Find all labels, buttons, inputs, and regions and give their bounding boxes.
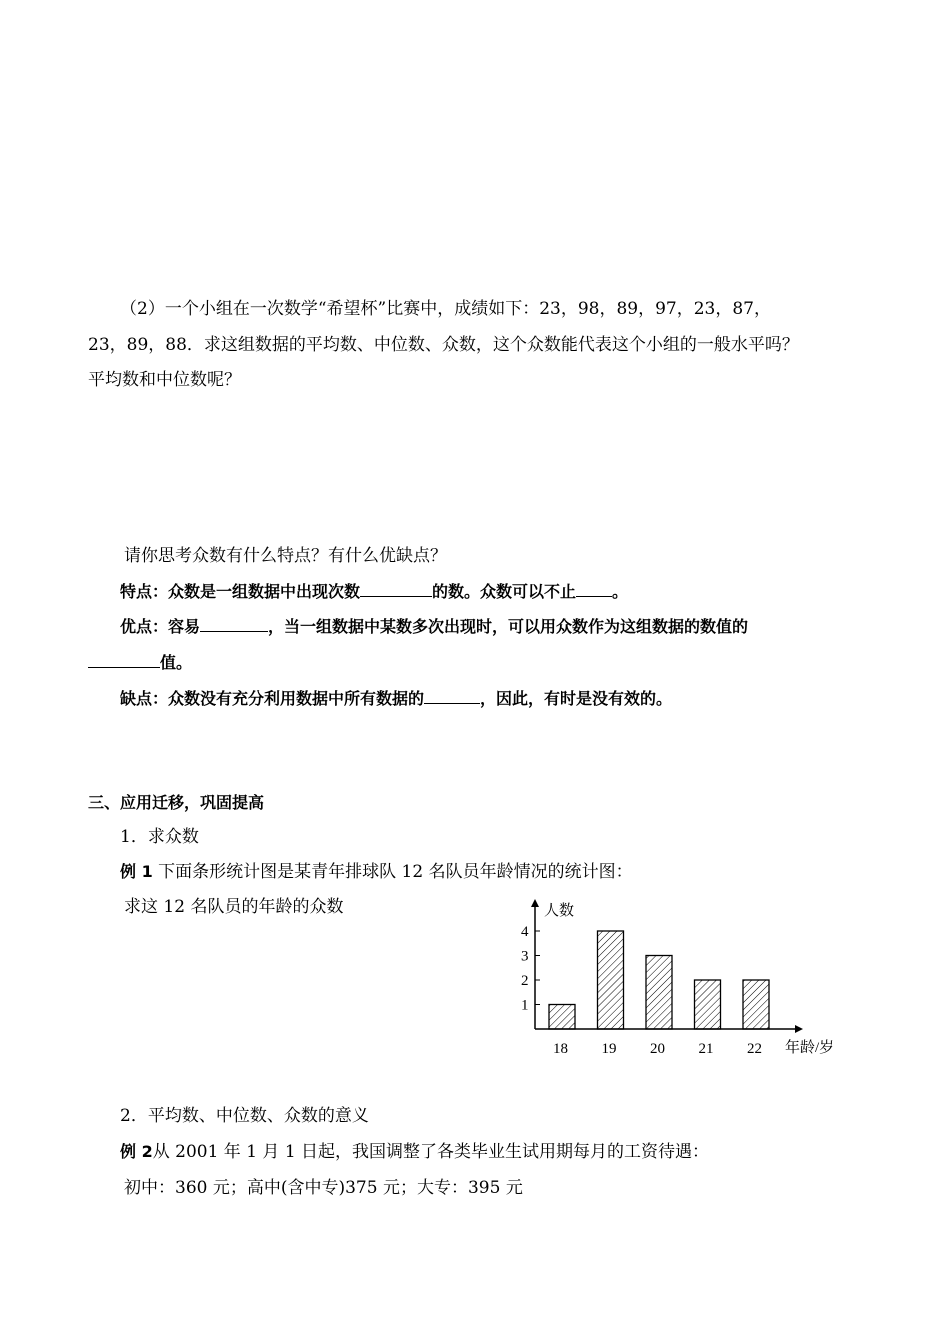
problem2-line1: （2）一个小组在一次数学“希望杯”比赛中，成绩如下：23，98，89，97，23，87， <box>120 299 771 319</box>
feature-blank-2[interactable] <box>576 580 612 597</box>
feature-line <box>120 580 628 603</box>
problem2-line2: 23，89，88．求这组数据的平均数、中位数、众数，这个众数能代表这个小组的一般水平吗？ <box>88 335 799 355</box>
pro-text-b: ，当一组数据中某数多次出现时，可以用众数作为这组数据的数值的 <box>268 617 749 636</box>
feature-text-b: 的数。众数可以不止 <box>432 582 577 601</box>
y-axis-label: 人数 <box>544 903 575 919</box>
feature-blank-1[interactable] <box>360 580 432 597</box>
pro-text-c: 值。 <box>160 653 193 672</box>
x-tick-label: 20 <box>650 1041 665 1057</box>
con-text-b: ，因此，有时是没有效的。 <box>480 689 673 708</box>
x-tick-label: 22 <box>747 1041 762 1057</box>
pro-blank-2[interactable] <box>88 651 160 668</box>
bar-age-19 <box>598 931 624 1029</box>
pro-blank-1[interactable] <box>200 615 268 632</box>
x-axis-label: 年龄/岁 <box>785 1040 835 1056</box>
pro-text-a: 优点：容易 <box>120 617 201 636</box>
feature-text-a: 特点：众数是一组数据中出现次数 <box>120 582 361 601</box>
bar-age-21 <box>695 980 721 1029</box>
y-tick-label: 3 <box>521 948 529 965</box>
bar-age-22 <box>743 980 769 1029</box>
con-line <box>120 687 672 710</box>
example2-detail: 初中：360 元；高中(含中专)375 元；大专：395 元 <box>124 1178 523 1198</box>
think-question: 请你思考众数有什么特点？有什么优缺点？ <box>124 546 447 566</box>
sub1-heading: 1．求众数 <box>120 827 199 847</box>
age-bar-chart <box>490 895 850 1065</box>
example1-question: 求这 12 名队员的年龄的众数 <box>124 897 344 917</box>
y-axis-arrow <box>531 899 539 907</box>
bar-age-18 <box>549 1005 575 1030</box>
x-tick-label: 18 <box>553 1041 568 1057</box>
x-tick-label: 21 <box>698 1041 714 1057</box>
example2-text: 从 2001 年 1 月 1 日起，我国调整了各类毕业生试用期每月的工资待遇： <box>152 1142 710 1162</box>
y-tick-label: 1 <box>521 997 529 1014</box>
x-tick-label: 19 <box>601 1041 617 1057</box>
con-blank[interactable] <box>424 687 480 704</box>
example2 <box>120 1141 709 1163</box>
feature-text-c: 。 <box>612 582 629 601</box>
example1-label: 例 1 <box>120 862 153 881</box>
bar-age-20 <box>646 956 672 1030</box>
y-tick-label: 4 <box>521 924 529 940</box>
section3-heading: 三、应用迁移，巩固提高 <box>88 793 265 812</box>
y-tick-label: 2 <box>521 973 529 989</box>
con-text-a: 缺点：众数没有充分利用数据中所有数据的 <box>120 689 425 708</box>
problem2-line3: 平均数和中位数呢？ <box>88 370 241 390</box>
example1-text: 下面条形统计图是某青年排球队 12 名队员年龄情况的统计图： <box>158 862 633 882</box>
pro-line <box>120 615 748 638</box>
x-axis-arrow <box>795 1025 803 1033</box>
example2-label: 例 2 <box>120 1142 153 1161</box>
sub2-heading: 2．平均数、中位数、众数的意义 <box>120 1106 369 1126</box>
example1 <box>120 861 633 883</box>
pro-line-2 <box>88 651 192 674</box>
